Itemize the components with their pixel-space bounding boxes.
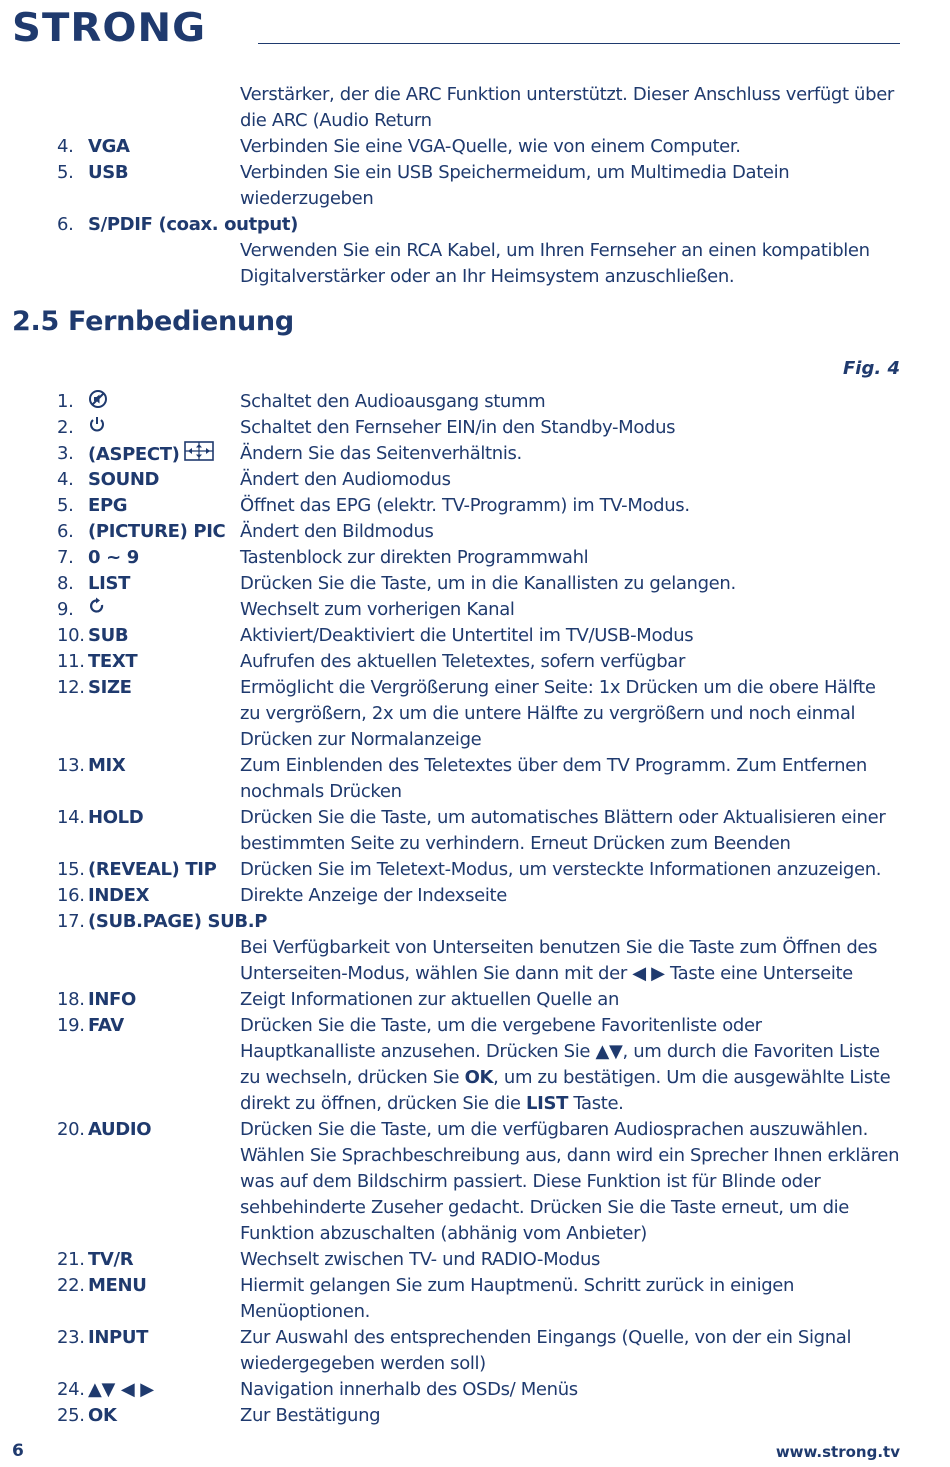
item-key-label: OK bbox=[88, 1405, 117, 1426]
item-key-label: (ASPECT) bbox=[88, 444, 180, 465]
item-number: 3. bbox=[57, 443, 74, 464]
item-description: Verbinden Sie ein USB Speichermeidum, um Multimedia Datein wiederzugeben bbox=[240, 162, 790, 209]
list-item bbox=[0, 883, 950, 909]
item-description: Tastenblock zur direkten Programmwahl bbox=[240, 547, 589, 568]
item-key-label: TV/R bbox=[88, 1249, 134, 1270]
list-item bbox=[0, 160, 950, 212]
description-text: Taste. bbox=[568, 1093, 624, 1114]
item-key bbox=[88, 1273, 147, 1299]
item-description: Ändert den Audiomodus bbox=[240, 469, 451, 490]
item-description: Bei Verfügbarkeit von Unterseiten benutzen Sie die Taste zum Öffnen des Unterseiten-Modus, wählen Sie dann mit der ◀ ▶ Taste eine Unterseite bbox=[240, 937, 878, 984]
item-number: 7. bbox=[57, 547, 74, 568]
item-description: Zum Einblenden des Teletextes über dem TV Programm. Zum Entfernen nochmals Drücken bbox=[240, 755, 867, 802]
item-key-label: MENU bbox=[88, 1275, 147, 1296]
item-key bbox=[88, 389, 108, 417]
item-key bbox=[88, 805, 143, 831]
list-item bbox=[0, 441, 950, 467]
item-number: 15. bbox=[57, 859, 85, 880]
list-item bbox=[0, 571, 950, 597]
item-key bbox=[88, 675, 132, 701]
item-number: 24. bbox=[57, 1379, 85, 1400]
list-item bbox=[0, 649, 950, 675]
item-key bbox=[88, 1117, 151, 1143]
item-key bbox=[88, 571, 130, 597]
list-item bbox=[0, 519, 950, 545]
list-item bbox=[0, 134, 950, 160]
item-key-label: INPUT bbox=[88, 1327, 149, 1348]
item-number: 20. bbox=[57, 1119, 85, 1140]
item-key bbox=[88, 623, 128, 649]
item-key-label: TEXT bbox=[88, 651, 138, 672]
item-key-label: SIZE bbox=[88, 677, 132, 698]
list-item bbox=[0, 805, 950, 857]
item-number: 21. bbox=[57, 1249, 85, 1270]
item-key bbox=[88, 545, 139, 571]
item-description: Drücken Sie die Taste, um die verfügbaren Audiosprachen auszuwählen. Wählen Sie Sprachbeschreibung aus, dann wird ein Sprecher Ihnen erklären was auf dem Bildschirm passiert. Diese Funktion ist für Blinde oder sehbehinderte Zuseher gedacht. Drücken Sie die Taste erneut, um die Funktion abzuschalten (abhänig vom Anbieter) bbox=[240, 1119, 900, 1244]
page-number: 6 bbox=[12, 1441, 24, 1461]
item-key-label: S/PDIF (coax. output) bbox=[88, 214, 299, 235]
item-key-label: INFO bbox=[88, 989, 136, 1010]
item-number: 4. bbox=[57, 469, 74, 490]
item-description: Ermöglicht die Vergrößerung einer Seite: 1x Drücken um die obere Hälfte zu vergrößern, 2x um die untere Hälfte zu vergrößern und noch einmal Drücken zur Normalanzeige bbox=[240, 677, 876, 750]
mute-icon bbox=[88, 389, 108, 417]
item-key bbox=[88, 519, 225, 545]
item-number: 12. bbox=[57, 677, 85, 698]
item-key bbox=[88, 1403, 117, 1429]
list-item bbox=[0, 82, 950, 134]
item-number: 10. bbox=[57, 625, 85, 646]
item-number: 5. bbox=[57, 162, 74, 183]
list-item bbox=[0, 1117, 950, 1247]
item-key-label: MIX bbox=[88, 755, 126, 776]
list-item bbox=[0, 909, 950, 935]
list-item bbox=[0, 212, 950, 238]
item-number: 25. bbox=[57, 1405, 85, 1426]
item-description bbox=[240, 212, 900, 238]
item-key-label: SOUND bbox=[88, 469, 160, 490]
item-number: 6. bbox=[57, 214, 74, 235]
item-description: Verbinden Sie eine VGA-Quelle, wie von einem Computer. bbox=[240, 136, 741, 157]
item-key bbox=[88, 649, 137, 675]
item-key-label: HOLD bbox=[88, 807, 144, 828]
item-number: 16. bbox=[57, 885, 85, 906]
header-divider bbox=[258, 43, 900, 44]
item-key-label: 0 ~ 9 bbox=[88, 547, 139, 568]
list-item bbox=[0, 753, 950, 805]
item-key-label: ▲▼ ◀ ▶ bbox=[88, 1379, 154, 1400]
section-title: 2.5 Fernbedienung bbox=[12, 306, 294, 337]
list-item bbox=[0, 623, 950, 649]
item-description: Drücken Sie im Teletext-Modus, um versteckte Informationen anzuzeigen. bbox=[240, 859, 882, 880]
list-item bbox=[0, 987, 950, 1013]
item-key-label: (REVEAL) TIP bbox=[88, 859, 217, 880]
list-item bbox=[0, 597, 950, 623]
list-item bbox=[0, 857, 950, 883]
item-key-label: (SUB.PAGE) SUB.P bbox=[88, 911, 268, 932]
item-key-label: AUDIO bbox=[88, 1119, 152, 1140]
website-url: www.strong.tv bbox=[775, 1443, 900, 1461]
list-item bbox=[0, 1377, 950, 1403]
item-description: Hiermit gelangen Sie zum Hauptmenü. Schritt zurück in einigen Menüoptionen. bbox=[240, 1275, 795, 1322]
list-item bbox=[0, 1247, 950, 1273]
item-number: 17. bbox=[57, 911, 85, 932]
item-number: 5. bbox=[57, 495, 74, 516]
list-item bbox=[0, 545, 950, 571]
item-description: Zeigt Informationen zur aktuellen Quelle an bbox=[240, 989, 620, 1010]
item-key bbox=[88, 1013, 124, 1039]
item-key-label: VGA bbox=[88, 136, 130, 157]
item-number: 1. bbox=[57, 391, 74, 412]
figure-label: Fig. 4 bbox=[843, 358, 900, 379]
strong-logo: STRONG bbox=[12, 6, 207, 51]
item-description: Schaltet den Fernseher EIN/in den Standby-Modus bbox=[240, 417, 676, 438]
item-description bbox=[240, 1013, 900, 1117]
highlight-text: OK bbox=[464, 1067, 494, 1088]
item-key-label: FAV bbox=[88, 1015, 124, 1036]
item-key bbox=[88, 1325, 148, 1351]
item-key bbox=[88, 467, 159, 493]
item-description: Schaltet den Audioausgang stumm bbox=[240, 391, 546, 412]
item-number: 19. bbox=[57, 1015, 85, 1036]
item-number: 22. bbox=[57, 1275, 85, 1296]
item-key-label: (PICTURE) PIC bbox=[88, 521, 226, 542]
item-key bbox=[88, 160, 128, 186]
item-key bbox=[88, 753, 125, 779]
item-key bbox=[88, 415, 106, 441]
item-description: Navigation innerhalb des OSDs/ Menüs bbox=[240, 1379, 578, 1400]
item-number: 18. bbox=[57, 989, 85, 1010]
item-key bbox=[88, 212, 298, 238]
item-description: Zur Auswahl des entsprechenden Eingangs (Quelle, von der ein Signal wiedergegeben werden soll) bbox=[240, 1327, 852, 1374]
item-key bbox=[88, 1247, 133, 1273]
item-number: 2. bbox=[57, 417, 74, 438]
item-description: Wechselt zum vorherigen Kanal bbox=[240, 599, 515, 620]
recall-icon bbox=[88, 597, 106, 623]
item-description: Aktiviert/Deaktiviert die Untertitel im TV/USB-Modus bbox=[240, 625, 694, 646]
list-item bbox=[0, 493, 950, 519]
item-key bbox=[88, 857, 216, 883]
item-description: Aufrufen des aktuellen Teletextes, sofern verfügbar bbox=[240, 651, 686, 672]
description-text: Drücken Sie die Taste, um die vergebene Favoritenliste oder Hauptkanalliste anzusehen. Drücken Sie ▲▼, um durch die Favoriten Liste zu wechseln, drücken Sie bbox=[240, 1015, 880, 1088]
item-number: 13. bbox=[57, 755, 85, 776]
list-item bbox=[0, 935, 950, 987]
list-item bbox=[0, 415, 950, 441]
list-item bbox=[0, 1013, 950, 1117]
item-description bbox=[240, 909, 900, 935]
item-key bbox=[88, 597, 106, 623]
item-key bbox=[88, 134, 130, 160]
item-key-label: INDEX bbox=[88, 885, 150, 906]
list-item bbox=[0, 389, 950, 415]
item-description: Ändern Sie das Seitenverhältnis. bbox=[240, 443, 522, 464]
item-description: Zur Bestätigung bbox=[240, 1405, 381, 1426]
item-key bbox=[88, 909, 267, 935]
item-key bbox=[88, 493, 127, 519]
item-description: Direkte Anzeige der Indexseite bbox=[240, 885, 507, 906]
item-number: 11. bbox=[57, 651, 85, 672]
item-number: 6. bbox=[57, 521, 74, 542]
item-key-label: EPG bbox=[88, 495, 128, 516]
aspect-icon bbox=[184, 441, 214, 469]
list-item bbox=[0, 1403, 950, 1429]
item-number: 14. bbox=[57, 807, 85, 828]
item-key bbox=[88, 987, 136, 1013]
item-key bbox=[88, 441, 214, 469]
item-number: 23. bbox=[57, 1327, 85, 1348]
list-item bbox=[0, 1325, 950, 1377]
item-description: Drücken Sie die Taste, um automatisches Blättern oder Aktualisieren einer bestimmten Seite zu verhindern. Erneut Drücken zum Beenden bbox=[240, 807, 886, 854]
list-item bbox=[0, 1273, 950, 1325]
item-number: 4. bbox=[57, 136, 74, 157]
list-item bbox=[0, 467, 950, 493]
connector-list-continued bbox=[0, 82, 950, 290]
item-number: 8. bbox=[57, 573, 74, 594]
item-number: 9. bbox=[57, 599, 74, 620]
item-description: Verwenden Sie ein RCA Kabel, um Ihren Fernseher an einen kompatiblen Digitalverstärker oder an Ihr Heimsystem anzuschließen. bbox=[240, 240, 870, 287]
description-text: , um zu bestätigen. Um die ausgewählte Liste direkt zu öffnen, drücken Sie die bbox=[240, 1067, 891, 1114]
item-description: Ändert den Bildmodus bbox=[240, 521, 434, 542]
highlight-text: LIST bbox=[525, 1093, 568, 1114]
remote-control-list bbox=[0, 389, 950, 1429]
item-description: Drücken Sie die Taste, um in die Kanallisten zu gelangen. bbox=[240, 573, 736, 594]
item-key bbox=[88, 883, 149, 909]
list-item bbox=[0, 238, 950, 290]
item-key-label: LIST bbox=[88, 573, 131, 594]
item-key-label: SUB bbox=[88, 625, 129, 646]
item-key bbox=[88, 1377, 154, 1403]
item-key-label: USB bbox=[88, 162, 129, 183]
list-item bbox=[0, 675, 950, 753]
item-description: Wechselt zwischen TV- und RADIO-Modus bbox=[240, 1249, 601, 1270]
item-description: Öffnet das EPG (elektr. TV-Programm) im TV-Modus. bbox=[240, 495, 690, 516]
item-description: Verstärker, der die ARC Funktion unterstützt. Dieser Anschluss verfügt über die ARC (Audio Return bbox=[240, 84, 894, 131]
power-icon bbox=[88, 415, 106, 441]
